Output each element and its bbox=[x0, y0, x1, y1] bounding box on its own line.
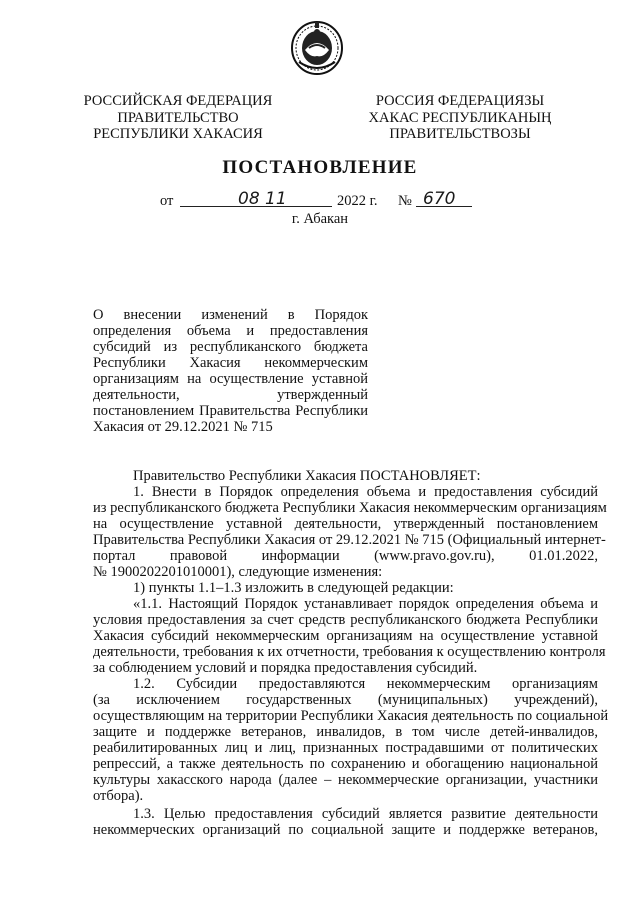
date-year: 2022 г. bbox=[337, 193, 378, 209]
title-line: О внесении изменений в Порядок bbox=[93, 307, 368, 323]
document-type-title: ПОСТАНОВЛЕНИЕ bbox=[222, 157, 418, 178]
header-left-line: ПРАВИТЕЛЬСТВО bbox=[117, 109, 239, 126]
body-line: 1.2. Субсидии предоставляются некоммерческим организациям bbox=[133, 676, 598, 692]
body-line: культуры хакасского народа (далее – некоммерческие организации, участники bbox=[93, 772, 598, 788]
title-line: деятельности, утвержденный bbox=[93, 387, 368, 403]
title-line: Хакасия от 29.12.2021 № 715 bbox=[93, 419, 273, 435]
body-line: Хакасия субсидий некоммерческим организациям на осуществление уставной bbox=[93, 628, 598, 644]
body-line: № 1900202201010001), следующие изменения: bbox=[93, 564, 383, 580]
body-line: репрессий, а также деятельность по сохранению и обогащению национальной bbox=[93, 756, 598, 772]
body-line: отбора). bbox=[93, 788, 144, 804]
body-line: защите и поддержке ветеранов, инвалидов, в том числе детей-инвалидов, bbox=[93, 724, 598, 740]
body-line: Правительства Республики Хакасия от 29.12.2021 № 715 (Официальный интернет- bbox=[93, 532, 606, 548]
number-sign: № bbox=[398, 193, 412, 209]
header-right-line: ПРАВИТЕЛЬСТВОЗЫ bbox=[389, 126, 531, 142]
body-line: Правительство Республики Хакасия ПОСТАНОВЛЯЕТ: bbox=[133, 468, 481, 484]
header-right-block bbox=[345, 93, 575, 143]
title-line: организациям на осуществление уставной bbox=[93, 371, 368, 387]
title-line: постановлением Правительства Республики bbox=[93, 403, 368, 419]
header-right-line: РОССИЯ ФЕДЕРАЦИЯЗЫ bbox=[375, 93, 545, 109]
header-left-line: РОССИЙСКАЯ ФЕДЕРАЦИЯ bbox=[83, 93, 273, 109]
body-line: 1.3. Целью предоставления субсидий является развитие деятельности bbox=[133, 806, 598, 822]
resolution-title bbox=[93, 307, 368, 435]
handwritten-date: 08 11 bbox=[238, 189, 287, 209]
body-line: реабилитированных лиц и лиц, признанных пострадавшими от политических bbox=[93, 740, 598, 756]
body-line: на осуществление уставной деятельности, утвержденный постановлением bbox=[93, 516, 598, 532]
title-line: субсидий из республиканского бюджета bbox=[93, 339, 368, 355]
body-line: «1.1. Настоящий Порядок устанавливает порядок определения объема и bbox=[133, 596, 598, 612]
date-prefix: от bbox=[160, 193, 174, 209]
body-line: 1) пункты 1.1–1.3 изложить в следующей редакции: bbox=[133, 580, 454, 596]
body-line: за соблюдением условий и порядка предоставления субсидий. bbox=[93, 660, 478, 676]
header-left-block bbox=[78, 93, 278, 143]
body-line: осуществляющим на территории Республики Хакасия деятельность по социальной bbox=[93, 708, 609, 724]
header-right-line: ХАКАС РЕСПУБЛИКАНЫҢ bbox=[368, 109, 552, 126]
body-line: портал правовой информации (www.pravo.gov.ru), 01.01.2022, bbox=[93, 548, 598, 564]
body-line: деятельности, требования к их отчетности, требования к осуществлению контроля bbox=[93, 644, 606, 660]
title-line: Республики Хакасия некоммерческим bbox=[93, 355, 368, 371]
body-line: (за исключением государственных (муниципальных) учреждений), bbox=[93, 692, 598, 708]
body-line: условия предоставления за счет средств республиканского бюджета Республики bbox=[93, 612, 598, 628]
city-name: г. Абакан bbox=[291, 211, 349, 227]
header-left-line: РЕСПУБЛИКИ ХАКАСИЯ bbox=[93, 126, 263, 142]
coat-of-arms-emblem bbox=[289, 18, 345, 76]
handwritten-number: 670 bbox=[423, 189, 456, 209]
resolution-body bbox=[93, 468, 609, 838]
body-line: из республиканского бюджета Республики Хакасия некоммерческим организациям bbox=[93, 500, 607, 516]
body-line: 1. Внести в Порядок определения объема и предоставления субсидий bbox=[133, 484, 598, 500]
title-line: определения объема и предоставления bbox=[93, 323, 368, 339]
body-line: некоммерческих организаций по социальной защите и поддержке ветеранов, bbox=[93, 822, 598, 838]
